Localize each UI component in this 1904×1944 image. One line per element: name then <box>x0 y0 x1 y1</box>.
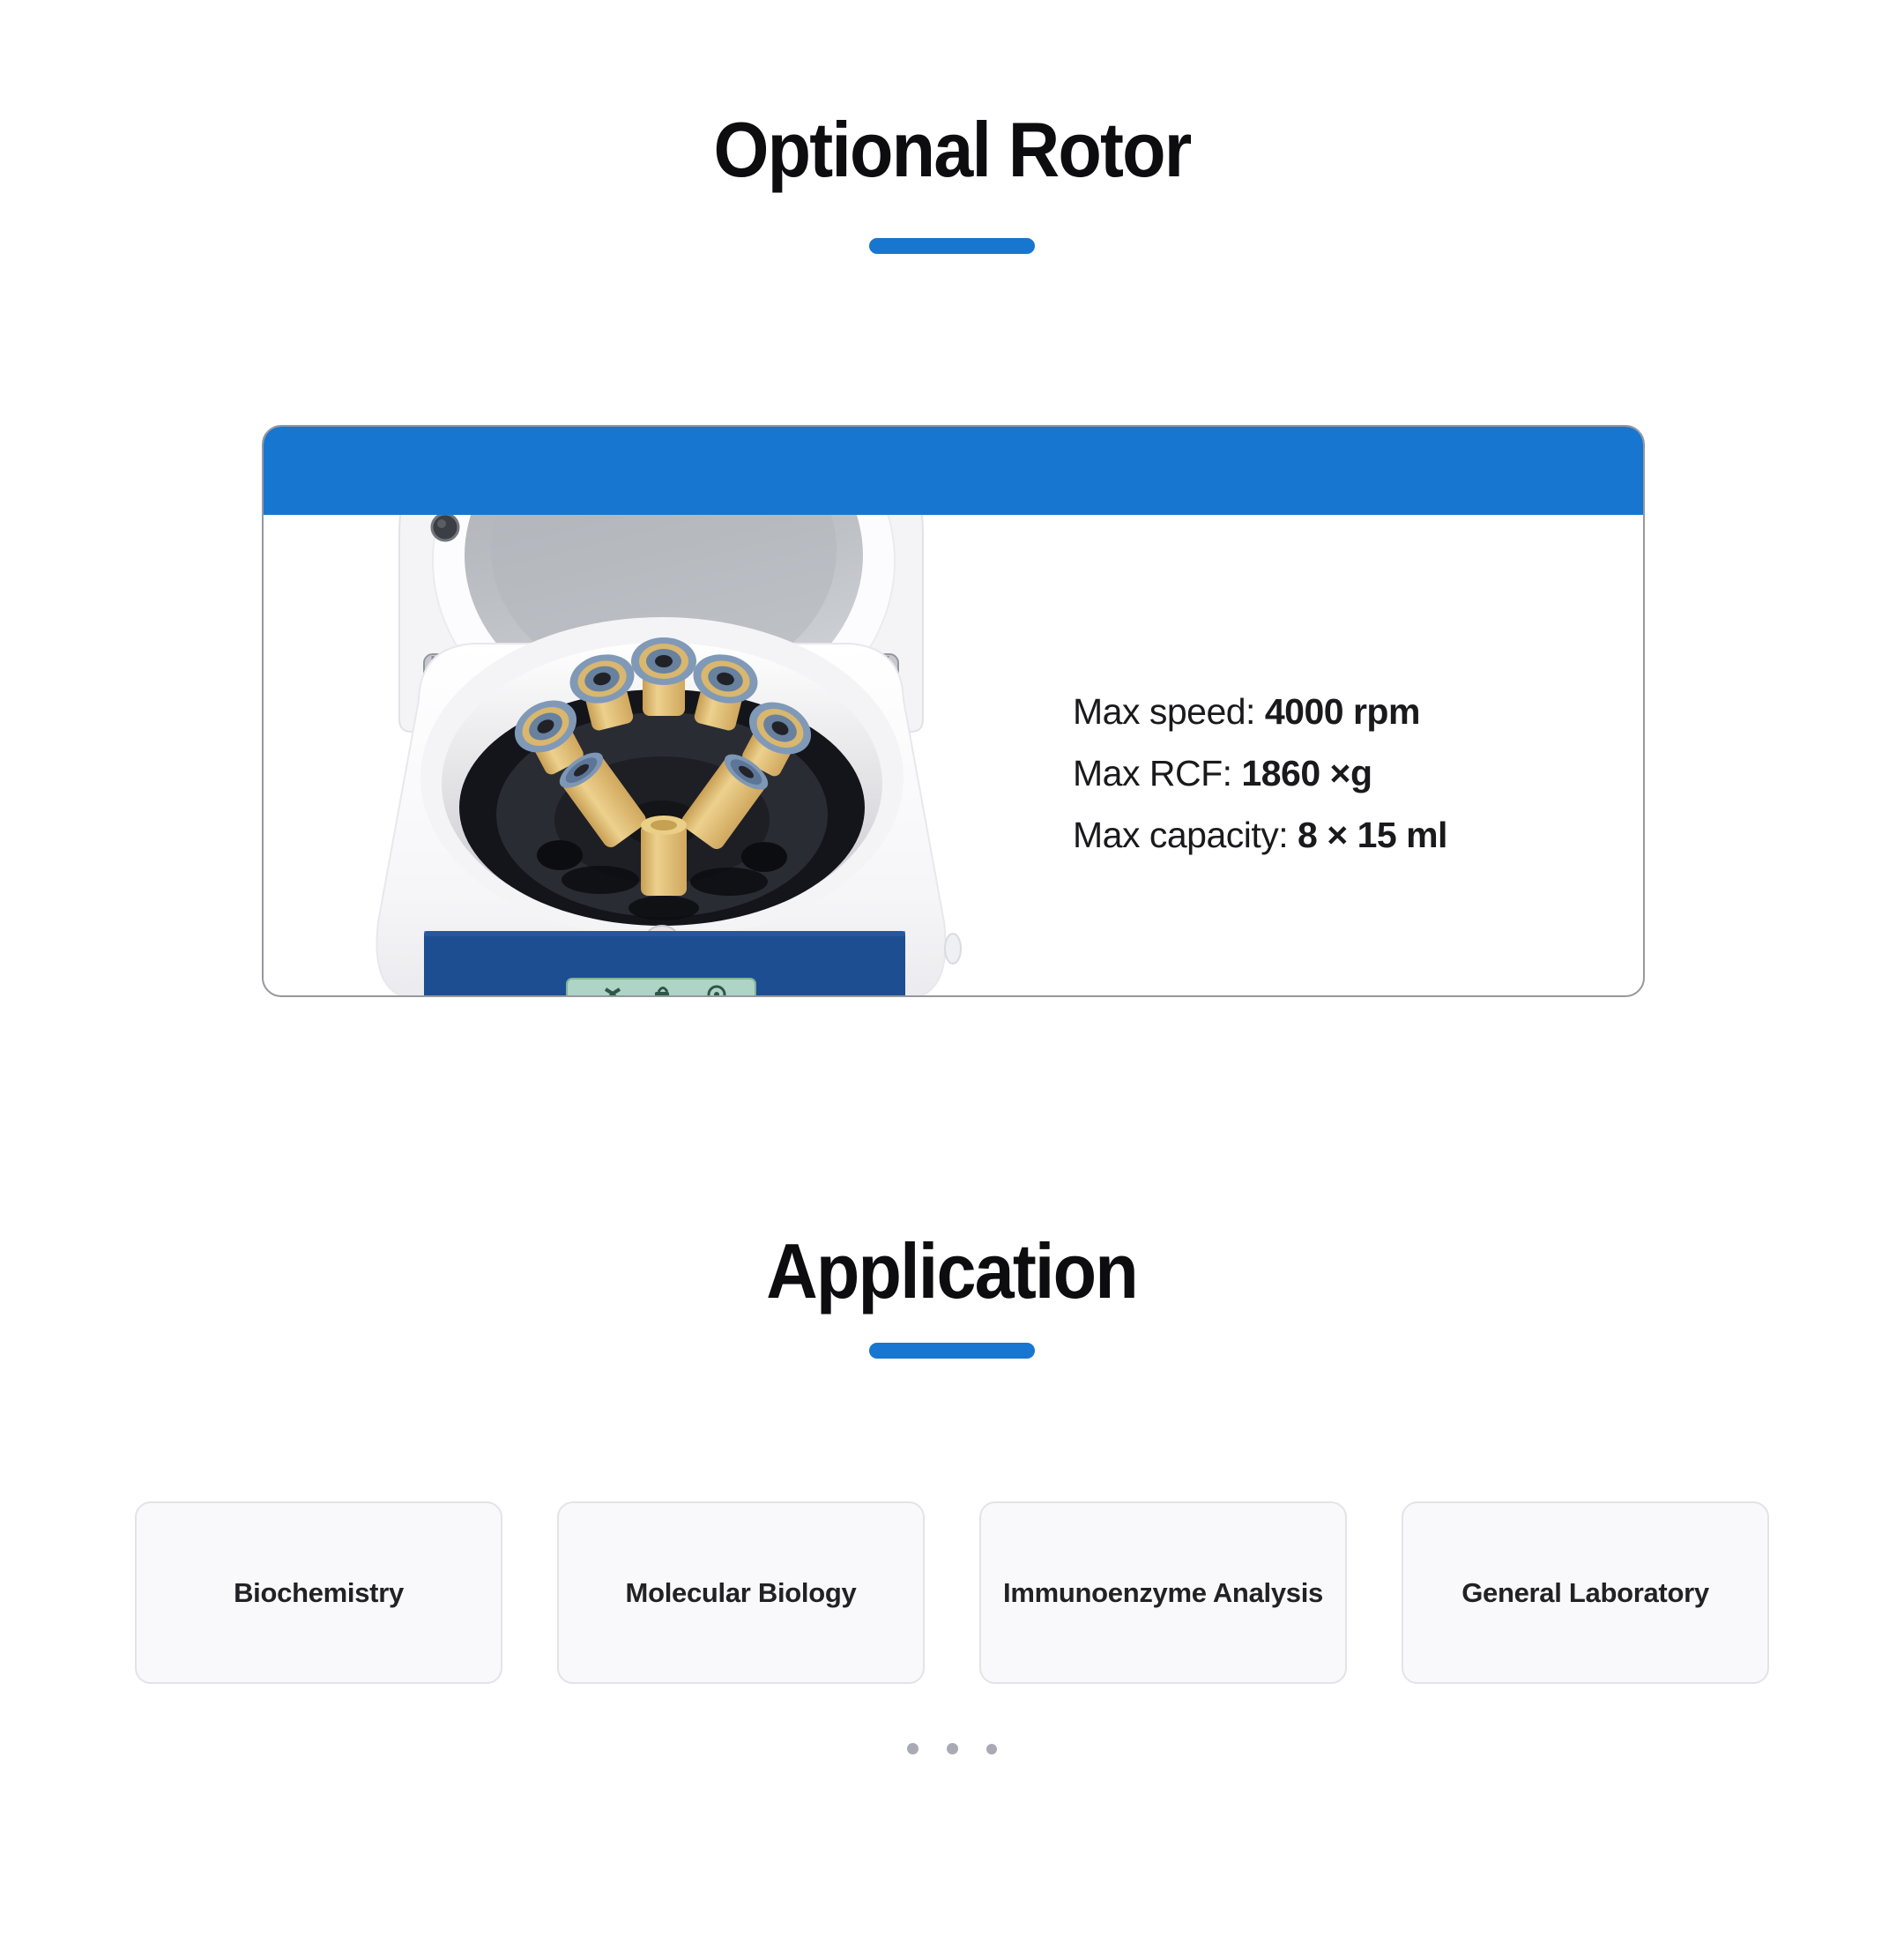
carousel-dots <box>907 1743 997 1754</box>
lid-knob <box>432 515 458 540</box>
application-card-molecular-biology[interactable]: Molecular Biology <box>557 1501 925 1684</box>
carousel-dot-1[interactable] <box>907 1743 919 1754</box>
application-card-immunoenzyme-analysis[interactable]: Immunoenzyme Analysis <box>979 1501 1347 1684</box>
control-panel <box>424 931 905 997</box>
spec-max-rcf: Max RCF: 1860 ×g <box>1073 753 1372 793</box>
title-underline-accent <box>869 238 1035 254</box>
centrifuge-open-lid-image <box>339 515 985 997</box>
rotor-spec-card <box>262 425 1645 997</box>
rotor-card-header-bar <box>264 427 1643 515</box>
application-card-biochemistry[interactable]: Biochemistry <box>135 1501 502 1684</box>
title-underline-accent <box>869 1343 1035 1359</box>
application-cards-row <box>135 1501 1769 1684</box>
section-title-optional-rotor: Optional Rotor <box>713 106 1191 193</box>
spec-max-capacity: Max capacity: 8 × 15 ml <box>1073 815 1447 855</box>
section-title-application: Application <box>766 1227 1138 1315</box>
carousel-dot-2[interactable] <box>947 1743 958 1754</box>
rotor-specs <box>1073 681 1447 866</box>
carousel-dot-3[interactable] <box>986 1744 997 1754</box>
application-card-general-laboratory[interactable]: General Laboratory <box>1402 1501 1769 1684</box>
spec-max-speed: Max speed: 4000 rpm <box>1073 691 1420 732</box>
